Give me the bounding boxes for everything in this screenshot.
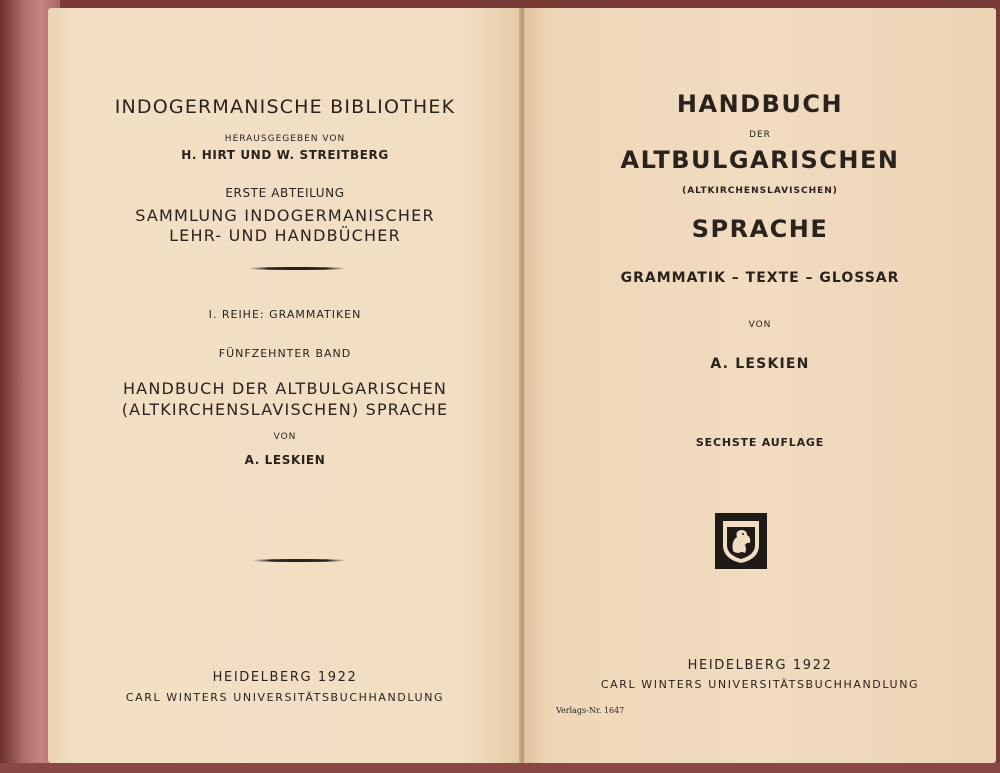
publisher-lion-emblem-icon [715, 513, 767, 569]
by-label: VON [273, 432, 297, 442]
title-parenthetical: (ALTKIRCHENSLAVISCHEN) [682, 186, 838, 196]
subtitle: GRAMMATIK – TEXTE – GLOSSAR [620, 270, 900, 286]
title-der: DER [749, 130, 771, 140]
book-title-line-2: (ALTKIRCHENSLAVISCHEN) SPRACHE [121, 400, 449, 419]
book-cover-bottom [0, 763, 1000, 773]
series-title: INDOGERMANISCHE BIBLIOTHEK [114, 96, 456, 118]
title-sprache: SPRACHE [691, 215, 829, 243]
place-year: HEIDELBERG 1922 [212, 670, 358, 685]
volume-label: FÜNFZEHNTER BAND [218, 347, 352, 360]
left-page [48, 8, 522, 763]
edited-by-label: HERAUSGEGEBEN VON [224, 134, 346, 144]
editors: H. HIRT UND W. STREITBERG [181, 148, 389, 162]
place-year-right: HEIDELBERG 1922 [687, 658, 833, 673]
title-handbuch: HANDBUCH [676, 90, 844, 118]
author: A. LESKIEN [244, 453, 326, 467]
publisher-number: Verlags-Nr. 1647 [556, 706, 625, 715]
publisher: CARL WINTERS UNIVERSITÄTSBUCHHANDLUNG [125, 691, 445, 704]
division-label: ERSTE ABTEILUNG [225, 186, 345, 200]
right-page [524, 8, 996, 763]
edition: SECHSTE AUFLAGE [695, 436, 825, 449]
ornament-rule-top [248, 267, 346, 270]
title-altbulgarischen: ALTBULGARISCHEN [620, 146, 900, 174]
series-row: I. REIHE: GRAMMATIKEN [208, 308, 362, 321]
author-right: A. LESKIEN [710, 356, 810, 372]
by-label-right: VON [748, 320, 772, 330]
collection-line-2: LEHR- UND HANDBÜCHER [169, 226, 401, 245]
collection-line-1: SAMMLUNG INDOGERMANISCHER [135, 206, 435, 225]
book-title-line-1: HANDBUCH DER ALTBULGARISCHEN [122, 379, 448, 398]
publisher-right: CARL WINTERS UNIVERSITÄTSBUCHHANDLUNG [600, 678, 920, 691]
ornament-rule-bottom [252, 559, 346, 562]
